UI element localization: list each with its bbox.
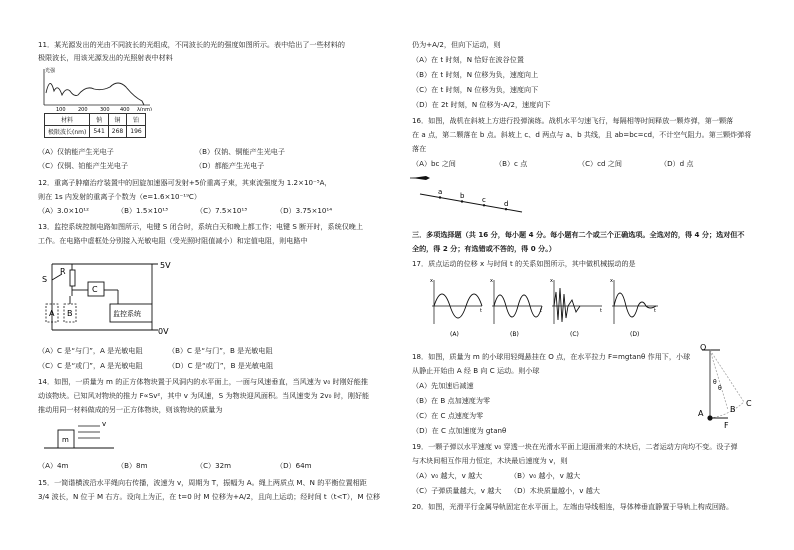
- q16-label-d: d: [504, 200, 509, 208]
- q18-label-a: A: [698, 409, 704, 418]
- q20-line: 20．如图，光滑平行金属导轨固定在水平面上，左端由导线相连，导体棒垂直静置于导轨上构成回路。: [412, 502, 734, 511]
- q16-label-a: a: [438, 188, 443, 196]
- q11-tick-100: 100: [56, 107, 66, 111]
- q17-graph-c: [550, 278, 602, 338]
- q13-option-c: （C）C 是“或门”，A 是光敏电阻: [38, 361, 143, 370]
- q14-option-b: （B）8m: [117, 461, 148, 470]
- q12-option-b: （B）1.5×10¹³: [117, 206, 168, 215]
- table-cell: 541: [90, 126, 108, 138]
- q18-line2: 从静止开始由 A 经 B 向 C 运动。则小球: [412, 366, 540, 375]
- table-cell: 钠: [90, 114, 108, 126]
- q17-a-axis-t: t: [480, 308, 482, 314]
- q18-option-c: （C）在 C 点速度为零: [412, 411, 484, 420]
- q18-option-b: （B）在 B 点加速度为零: [412, 396, 491, 405]
- q17-b-axis-t: t: [540, 308, 542, 314]
- q11-option-b: （B）仅钠、铜能产生光电子: [195, 147, 285, 156]
- q17-line: 17．质点运动的位移 x 与时间 t 的关系如图所示，其中做机械振动的是: [412, 259, 636, 268]
- q18-label-theta2: θ: [718, 385, 722, 392]
- q13-label-a: A: [49, 309, 55, 318]
- q18-pendulum-figure: [698, 344, 762, 430]
- q18-label-theta1: θ: [713, 379, 717, 386]
- q17-label-a: (A): [450, 331, 459, 338]
- q17-a-axis-x: x: [430, 278, 433, 284]
- q13-label-0v: 0V: [158, 327, 169, 336]
- q13-label-5v: 5V: [160, 261, 171, 270]
- q12-line1: 12．重离子肿瘤治疗装置中的回旋加速器可发射+5价重离子束，其束流强度为 1.2×10⁻⁵A，: [38, 178, 332, 187]
- q11-option-d: （D）都能产生光电子: [195, 161, 265, 170]
- q11-option-a: （A）仅钠能产生光电子: [38, 147, 114, 156]
- q13-label-c: C: [92, 285, 98, 294]
- q11-graph-ylabel: 光强: [45, 68, 56, 74]
- q17-graph-b: [490, 278, 542, 338]
- q16-label-c: c: [482, 196, 486, 204]
- q18-option-a: （A）先加速后减速: [412, 381, 474, 390]
- q18-label-o: O: [700, 344, 707, 352]
- q13-option-d: （D）C 是“或门”，B 是光敏电阻: [168, 361, 274, 370]
- q15-line2: 3/4 波长，N 位于 M 右方。设向上为正，在 t=0 时 M 位移为+A/2，且向上运动；经时间 t（t<T），M 位移: [38, 492, 381, 501]
- q13-line2: 工作。在电路中虚框处分别接入光敏电阻（受光照时阻值减小）和定值电阻，则电路中: [38, 236, 308, 245]
- q15-option-c: （C）在 t 时刻，N 位移为负，速度向下: [412, 85, 539, 94]
- q16-option-c: （C）cd 之间: [578, 159, 622, 168]
- q11-spectrum-graph: [38, 65, 156, 111]
- table-cell: 196: [127, 126, 145, 138]
- q19-line1: 19．一颗子弹以水平速度 v₀ 穿透一块在光滑水平面上迎面滑来的木块后，二者运动方向均不变。设子弹: [412, 442, 738, 451]
- q13-label-b: B: [67, 309, 73, 318]
- q19-line2: 与木块间相互作用力恒定，木块最后速度为 v，则: [412, 456, 568, 465]
- q15-continued-line: 仍为+A/2，但向下运动，则: [412, 40, 501, 49]
- q17-label-c: (C): [570, 331, 579, 338]
- q17-c-axis-x: x: [550, 278, 553, 284]
- section3-heading: 三．多项选择题（共 16 分，每小题 4 分。每小题有二个或三个正确选项。全选对的，得 4 分；选对但不: [412, 230, 745, 239]
- table-row: [45, 126, 146, 138]
- table-row: [45, 114, 146, 126]
- q17-label-d: (D): [630, 331, 640, 338]
- q15-option-a: （A）在 t 时刻，N 恰好在波谷位置: [412, 55, 524, 64]
- q16-line2: 在 a 点，第二颗落在 b 点。斜坡上 c、d 两点与 a、b 共线，且 ab=bc=cd，不计空气阻力。第三颗炸弹将: [412, 130, 752, 139]
- q14-option-d: （D）64m: [276, 461, 312, 470]
- q16-option-a: （A）bc 之间: [412, 159, 456, 168]
- q18-label-f: F: [724, 421, 729, 430]
- table-cell: 铂: [127, 114, 145, 126]
- q15-line1: 15．一简谐横波沿水平绳向右传播，波速为 v，周期为 T，振幅为 A。绳上两质点 M、N 的平衡位置相距: [38, 478, 367, 487]
- q17-c-axis-t: t: [600, 308, 602, 314]
- q13-circuit-diagram: [40, 250, 190, 340]
- q17-d-axis-x: x: [610, 278, 613, 284]
- q17-graph-a: [430, 278, 482, 338]
- q14-label-v: v: [102, 420, 107, 428]
- q18-line1: 18．如图，质量为 m 的小球用轻绳悬挂在 O 点，在水平拉力 F=mgtanθ 作用下，小球: [412, 352, 691, 361]
- q12-option-c: （C）7.5×10¹³: [196, 206, 248, 215]
- q11-material-table: [44, 113, 146, 138]
- section3-heading-line2: 全的，得 2 分；有选错或不答的，得 0 分。）: [412, 244, 556, 253]
- q19-option-b: （B）v₀ 越小，v 越大: [510, 471, 581, 480]
- table-cell: 铜: [108, 114, 126, 126]
- q16-option-d: （D）d 点: [660, 159, 694, 168]
- q12-option-a: （A）3.0×10¹²: [38, 206, 89, 215]
- q18-option-d: （D）在 C 点加速度为 gtanθ: [412, 426, 507, 435]
- q19-option-d: （D）木块质量越小，v 越大: [510, 486, 600, 495]
- q13-line1: 13．监控系统控制电路如图所示，电键 S 闭合时，系统白天和晚上都工作；电键 S 断开时，系统仅晚上: [38, 222, 363, 231]
- q17-graphs: [428, 276, 660, 338]
- q11-graph-xlabel: λ(nm): [137, 107, 152, 111]
- q11-tick-200: 200: [78, 107, 88, 111]
- q11-option-c: （C）仅铜、铂能产生光电子: [38, 161, 129, 170]
- q13-label-monitor: 监控系统: [113, 310, 141, 318]
- q18-label-c: C: [746, 399, 752, 408]
- q19-option-c: （C）子弹质量越大，v 越大: [412, 486, 502, 495]
- q11-line2: 极限波长，用该光源发出的光照射表中材料: [38, 53, 173, 62]
- table-cell: 极限波长(nm): [45, 126, 90, 138]
- q13-label-r: R: [60, 267, 66, 276]
- q16-option-b: （B）c 点: [495, 159, 528, 168]
- q12-option-d: （D）3.75×10¹⁴: [276, 206, 333, 215]
- q17-d-axis-t: t: [654, 308, 656, 314]
- q15-option-b: （B）在 t 时刻，N 位移为负，速度向上: [412, 70, 539, 79]
- q13-option-b: （B）C 是“与门”，B 是光敏电阻: [168, 346, 273, 355]
- q11-tick-300: 300: [100, 107, 110, 111]
- q14-line3: 推动用同一材料做成的另一正方体物块，则该物块的质量为: [38, 405, 223, 414]
- q16-line1: 16．如图，战机在斜坡上方进行投弹演练。战机水平匀速飞行，每隔相等时间释放一颗炸弹，第一颗落: [412, 116, 734, 125]
- table-cell: 材料: [45, 114, 90, 126]
- q18-label-b: B: [730, 405, 736, 414]
- q14-option-c: （C）32m: [196, 461, 232, 470]
- q14-option-a: （A）4m: [38, 461, 69, 470]
- q17-b-axis-x: x: [490, 278, 493, 284]
- q14-line1: 14．如图，一质量为 m 的正方体物块置于风洞内的水平面上，一面与风速垂直，当风速为 v₀ 时刚好能推: [38, 377, 368, 386]
- q14-label-m: m: [62, 436, 69, 444]
- q13-option-a: （A）C 是“与门”，A 是光敏电阻: [38, 346, 143, 355]
- q13-label-s: S: [42, 275, 48, 284]
- q14-line2: 动该物块。已知风对物块的推力 F∝Sv²，其中 v 为风速，S 为物块迎风面积。当风速变为 2v₀ 时，刚好能: [38, 391, 370, 400]
- q17-graph-d: [610, 278, 658, 338]
- q11-line1: 11．某光源发出的光由不同波长的光组成，不同波长的光的强度如图所示。表中给出了一些材料的: [38, 40, 345, 49]
- q16-slope-figure: [410, 172, 530, 218]
- table-cell: 268: [108, 126, 126, 138]
- q12-line2: 则在 1s 内发射的重离子个数为（e=1.6×10⁻¹⁹C）: [38, 192, 201, 201]
- q16-label-b: b: [460, 192, 465, 200]
- q11-tick-400: 400: [120, 107, 130, 111]
- q14-windtunnel-figure: [44, 418, 114, 452]
- q17-label-b: (B): [510, 331, 519, 338]
- q16-line3: 落在: [412, 144, 427, 153]
- q15-option-d: （D）在 2t 时刻，N 位移为-A/2，速度向下: [412, 100, 551, 109]
- q19-option-a: （A）v₀ 越大，v 越大: [412, 471, 483, 480]
